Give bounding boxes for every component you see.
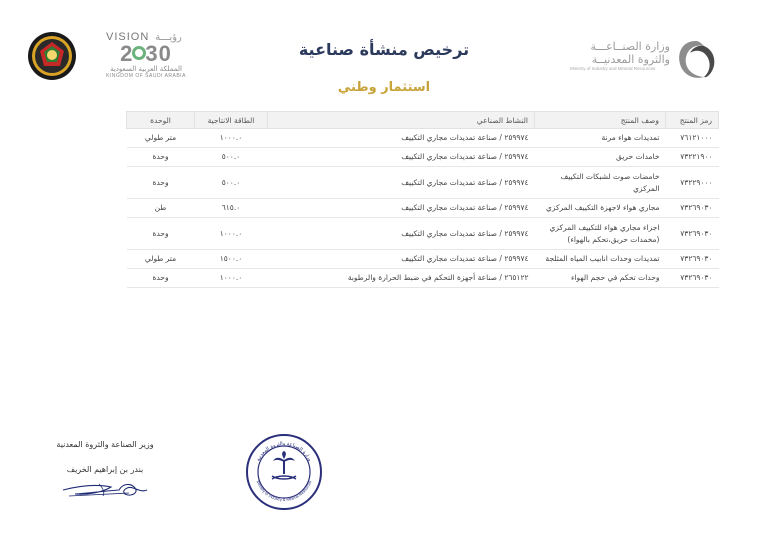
ministry-name-en: Ministry of Industry and Mineral Resources <box>570 66 656 71</box>
header-activity: النشاط الصناعي <box>268 112 535 129</box>
cell-unit: طن <box>127 199 195 218</box>
cell-activity: ٢٦٥١٢٢ / صناعة أجهزة التحكم في ضبط الحرارة والرطوبة <box>268 269 535 288</box>
vision-label: VISION <box>106 31 150 43</box>
cell-description: مجاري هواء لاجهزة التكييف المركزي <box>535 199 666 218</box>
cell-description: وحدات تحكم في حجم الهواء <box>535 269 666 288</box>
cell-capacity: ٦١٥.٠ <box>195 199 268 218</box>
cell-code: ٧٦١٢١٠٠٠ <box>666 129 719 148</box>
cell-description: تمديدات هواء مرنة <box>535 129 666 148</box>
header-description: وصف المنتج <box>535 112 666 129</box>
vision-label-ar: رؤيـــة <box>155 32 182 43</box>
cell-unit: متر طولي <box>127 129 195 148</box>
page-title: ترخيص منشأة صناعية <box>298 40 470 59</box>
cell-description: خامدات حريق <box>535 148 666 167</box>
cell-activity: ٢٥٩٩٧٤ / صناعة تمديدات مجاري التكييف <box>268 218 535 250</box>
seal-text-en: Ministry of Industry & Mineral Resources <box>255 479 313 503</box>
cell-unit: متر طولي <box>127 250 195 269</box>
ministry-name-line1: وزارة الصنــاعـــة <box>590 40 670 53</box>
cell-description: تمديدات وحدات انابيب المياه المثلجة <box>535 250 666 269</box>
table-row <box>127 250 719 269</box>
cell-code: ٧٣٢٦٩٠٣٠ <box>666 199 719 218</box>
table-row <box>127 218 719 250</box>
signer-name: بندر بن إبراهيم الخريف <box>66 465 144 474</box>
ministry-emblem-icon <box>674 38 718 82</box>
cell-capacity: ٥٠٠.٠ <box>195 148 268 167</box>
cell-code: ٧٣٢٦٩٠٣٠ <box>666 250 719 269</box>
page-subtitle: استثمار وطني <box>337 80 431 95</box>
cell-activity: ٢٥٩٩٧٤ / صناعة تمديدات مجاري التكييف <box>268 167 535 199</box>
cell-capacity: ١٠٠٠.٠ <box>195 269 268 288</box>
ministry-logo <box>570 40 720 82</box>
table-header-row <box>127 112 719 129</box>
cell-capacity: ١٠٠٠.٠ <box>195 218 268 250</box>
cell-unit: وحدة <box>127 167 195 199</box>
cell-capacity: ١٥٠٠.٠ <box>195 250 268 269</box>
vision-kingdom-ar: المملكة العربية السعودية <box>110 65 182 73</box>
cell-unit: وحدة <box>127 218 195 250</box>
cell-activity: ٢٥٩٩٧٤ / صناعة تمديدات مجاري التكييف <box>268 250 535 269</box>
header-capacity: الطاقة الانتاجية <box>195 112 268 129</box>
cell-unit: وحدة <box>127 148 195 167</box>
cell-activity: ٢٥٩٩٧٤ / صناعة تمديدات مجاري التكييف <box>268 199 535 218</box>
header-unit: الوحدة <box>127 112 195 129</box>
cell-code: ٧٣٢٢١٩٠٠ <box>666 148 719 167</box>
table-row <box>127 129 719 148</box>
signature-image <box>59 478 151 500</box>
table-row <box>127 167 719 199</box>
table-row <box>127 269 719 288</box>
header-code: رمز المنتج <box>666 112 719 129</box>
vision-kingdom-en: KINGDOM OF SAUDI ARABIA <box>106 73 186 79</box>
cell-capacity: ١٠٠٠.٠ <box>195 129 268 148</box>
signature-block <box>50 440 160 504</box>
cell-code: ٧٣٢٦٩٠٣٠ <box>666 218 719 250</box>
cell-code: ٧٣٢٢٩٠٠٠ <box>666 167 719 199</box>
cell-activity: ٢٥٩٩٧٤ / صناعة تمديدات مجاري التكييف <box>268 148 535 167</box>
cell-activity: ٢٥٩٩٧٤ / صناعة تمديدات مجاري التكييف <box>268 129 535 148</box>
cell-description: اجزاء مجاري هواء للتكييف المركزي (مخمدات حريق،تحكم بالهواء) <box>535 218 666 250</box>
cell-description: خامضات صوت لشبكات التكييف المركزي <box>535 167 666 199</box>
table-row <box>127 148 719 167</box>
cell-code: ٧٣٢٦٩٠٣٠ <box>666 269 719 288</box>
table-row <box>127 199 719 218</box>
signer-title: وزير الصناعة والثروة المعدنية <box>56 440 154 449</box>
seal-text-ar: وزارة الصناعة والثروة المعدنية <box>255 440 313 463</box>
products-table <box>126 111 719 288</box>
cell-capacity: ٥٠٠.٠ <box>195 167 268 199</box>
cell-unit: وحدة <box>127 269 195 288</box>
ministry-name-line2: والثروة المعدنيــة <box>591 53 670 66</box>
vision-year: 2 30 <box>120 41 172 66</box>
official-seal <box>245 433 323 511</box>
